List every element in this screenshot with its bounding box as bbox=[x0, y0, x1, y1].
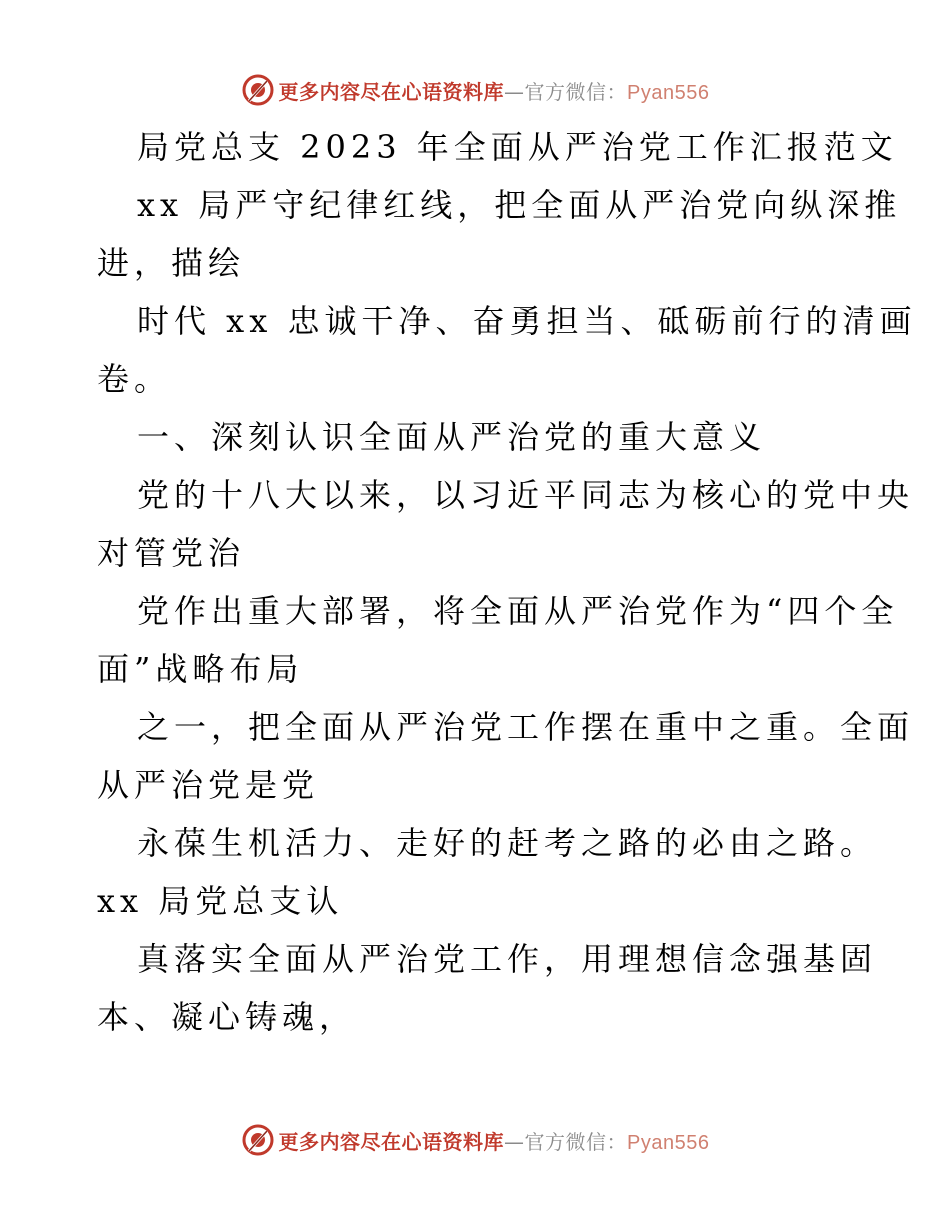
paragraph-line: 从严治党是党 bbox=[97, 766, 320, 804]
paragraph-line: xx 局党总支认 bbox=[97, 882, 344, 920]
paragraph-line: 党作出重大部署，将全面从严治党作为“四个全 bbox=[137, 592, 899, 630]
paragraph-line: 进，描绘 bbox=[97, 244, 246, 282]
paragraph-line: 之一，把全面从严治党工作摆在重中之重。全面 bbox=[137, 708, 915, 746]
paragraph-line: 永葆生机活力、走好的赶考之路的必由之路。 bbox=[137, 824, 878, 862]
paragraph-line: 真落实全面从严治党工作，用理想信念强基固 bbox=[137, 940, 878, 978]
paragraph-line: 本、凝心铸魂， bbox=[97, 998, 357, 1036]
watermark-red-text: 更多内容尽在心语资料库 bbox=[278, 1129, 505, 1154]
paragraph-line: 卷。 bbox=[97, 360, 172, 398]
watermark-account: Pyan556 bbox=[627, 81, 710, 104]
paragraph-line: 对管党治 bbox=[97, 534, 246, 572]
section-heading: 一、深刻认识全面从严治党的重大意义 bbox=[137, 418, 767, 456]
paragraph-line: 时代 xx 忠诚干净、奋勇担当、砥砺前行的清画 bbox=[137, 302, 917, 340]
document-title: 局党总支 2023 年全面从严治党工作汇报范文 bbox=[137, 128, 898, 166]
paragraph-line: 面”战略布局 bbox=[97, 650, 304, 688]
watermark-red-text: 更多内容尽在心语资料库 bbox=[278, 79, 505, 104]
watermark-separator: — bbox=[504, 1129, 525, 1154]
pen-logo-icon bbox=[241, 1123, 275, 1157]
footer-watermark bbox=[0, 1120, 950, 1160]
header-watermark bbox=[0, 70, 950, 110]
paragraph-line: xx 局严守纪律红线，把全面从严治党向纵深推 bbox=[137, 186, 902, 224]
watermark-account: Pyan556 bbox=[627, 1131, 710, 1154]
paragraph-line: 党的十八大以来，以习近平同志为核心的党中央 bbox=[137, 476, 915, 514]
pen-logo-icon bbox=[241, 73, 275, 107]
watermark-gray-text: 官方微信： bbox=[524, 1129, 628, 1154]
document-body bbox=[97, 118, 917, 1046]
watermark-gray-text: 官方微信： bbox=[524, 79, 628, 104]
watermark-separator: — bbox=[504, 79, 525, 104]
